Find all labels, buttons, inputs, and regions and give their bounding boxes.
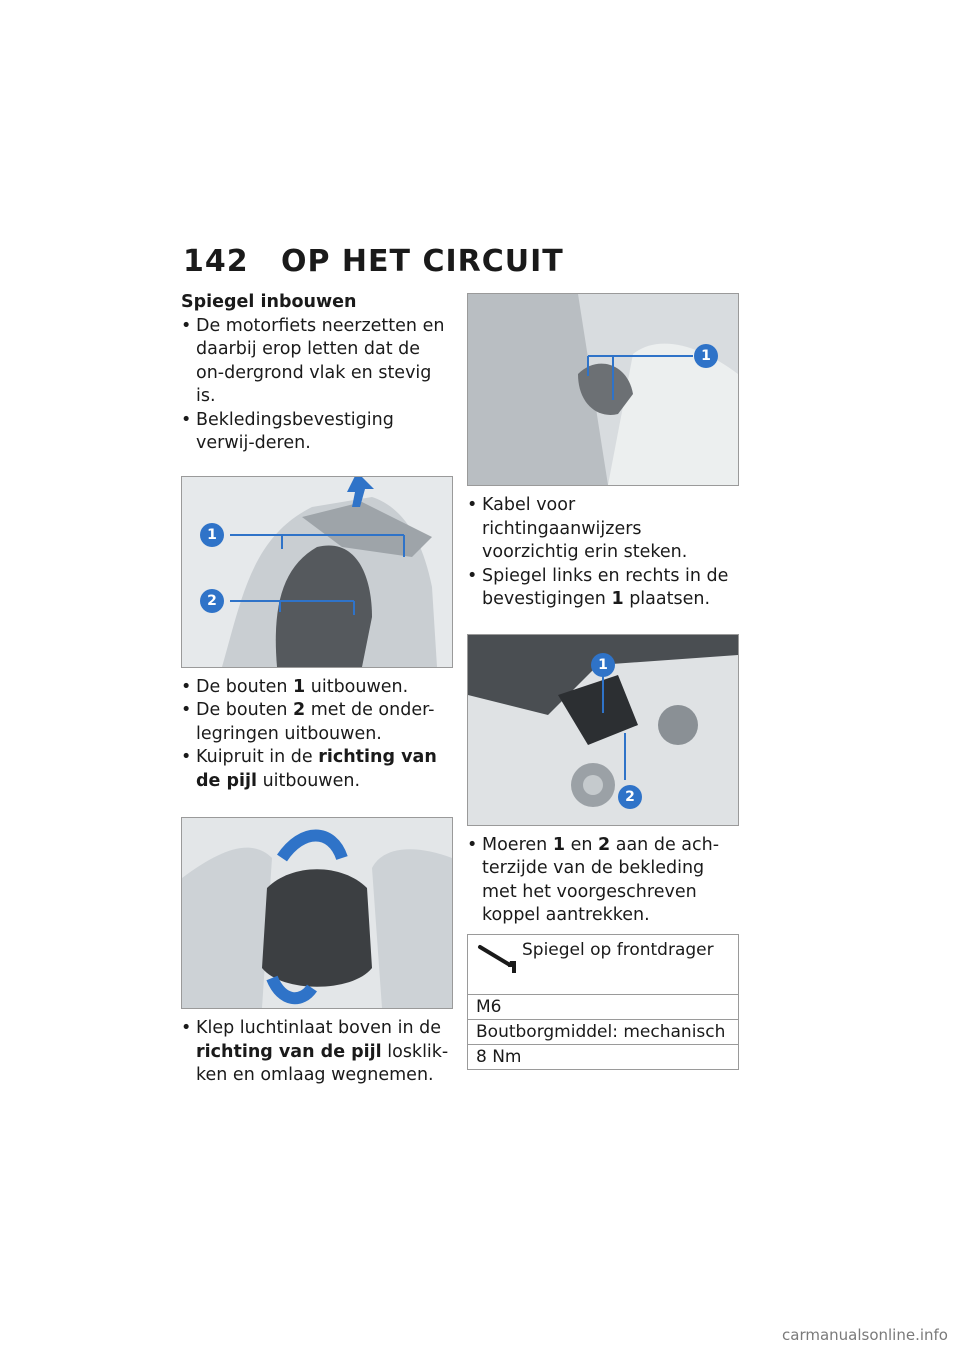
right-column [467,293,739,1070]
step-list-3 [181,1017,453,1088]
step-item: • Spiegel links en rechts in de bevestigingen 1 plaatsen. [467,565,739,612]
step-item: • De bouten 1 uitbouwen. [181,676,453,700]
torque-row: Boutborgmiddel: mechanisch [468,1019,738,1044]
page-title: OP HET CIRCUIT [281,244,564,279]
callout-1: 1 [591,653,615,677]
section-heading: Spiegel inbouwen [181,292,357,312]
figure-mirror-nuts [467,634,739,826]
figure-mirror-mount [467,293,739,486]
mirror-mount-illustration [468,294,738,485]
step-item: • Moeren 1 en 2 aan de ach-terzijde van de bekleding met het voorgeschreven koppel aantrekken. [467,834,739,928]
torque-row: M6 [468,994,738,1019]
step-item: • De bouten 2 met de onder-legringen uitbouwen. [181,699,453,746]
callout-2: 2 [618,785,642,809]
step-list-1 [181,315,453,456]
step-item: • Kabel voor richtingaanwijzers voorzichtig erin steken. [467,494,739,565]
step-item: • De motorfiets neerzetten en daarbij erop letten dat de on-dergrond vlak en stevig is. [181,315,453,409]
step-item: • Klep luchtinlaat boven in de richting van de pijl losklik-ken en omlaag wegnemen. [181,1017,453,1088]
air-intake-illustration [182,818,452,1008]
torque-table-header [468,935,738,994]
watermark: carmanualsonline.info [782,1326,948,1344]
windscreen-illustration [182,477,452,667]
torque-wrench-icon [476,939,520,979]
callout-1: 1 [694,344,718,368]
step-list-5 [467,834,739,928]
torque-table [467,934,739,1070]
page-number: 142 [183,244,249,279]
torque-row: 8 Nm [468,1044,738,1069]
callout-2: 2 [200,589,224,613]
torque-table-title: Spiegel op frontdrager [522,939,714,960]
step-list-4 [467,494,739,612]
figure-air-intake-flap [181,817,453,1009]
page-header [183,244,564,279]
step-item: • Kuipruit in de richting van de pijl uitbouwen. [181,746,453,793]
step-list-2 [181,676,453,794]
left-column [181,291,453,1088]
figure-windscreen-bolts [181,476,453,668]
step-item: • Bekledingsbevestiging verwij-deren. [181,409,453,456]
callout-1: 1 [200,523,224,547]
